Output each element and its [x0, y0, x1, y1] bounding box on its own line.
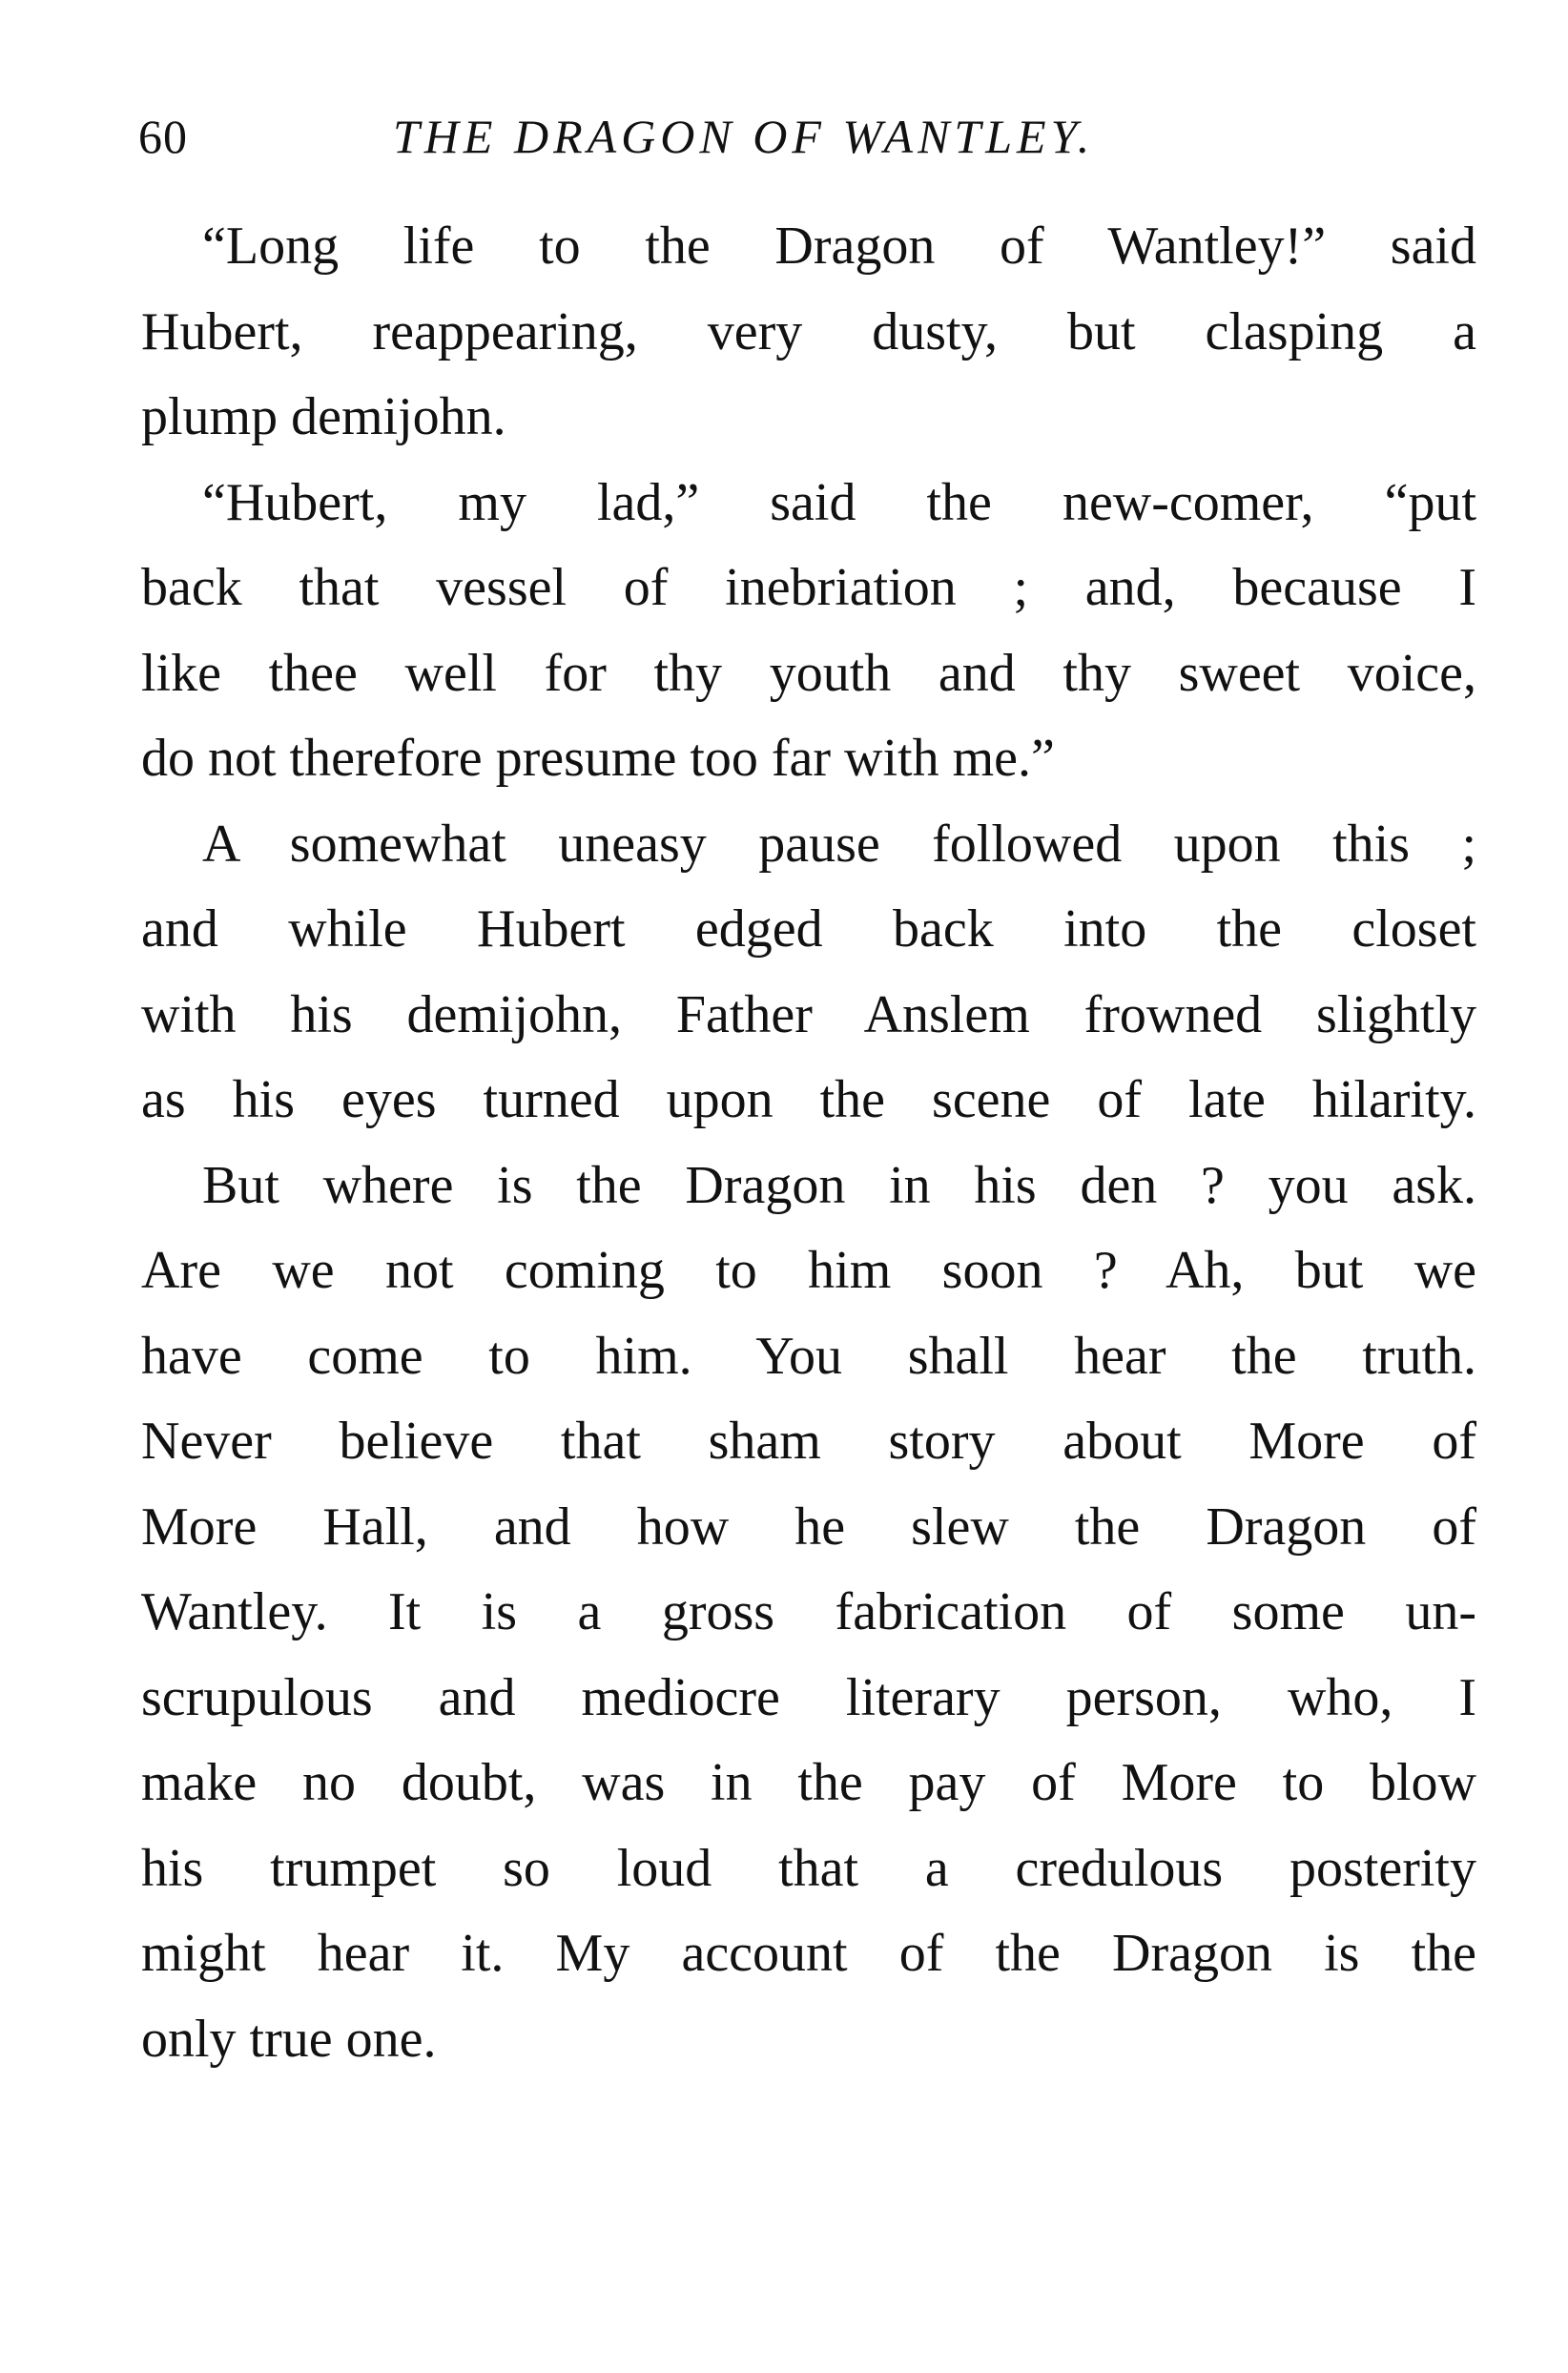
text-line: his trumpet so loud that a credulous posterity: [141, 1838, 1476, 1898]
text-line: scrupulous and mediocre literary person, who, I: [141, 1667, 1476, 1727]
text-line: like thee well for thy youth and thy sweet voice,: [141, 643, 1476, 703]
text-line: only true one.: [141, 2009, 437, 2069]
text-line: make no doubt, was in the pay of More to blow: [141, 1753, 1476, 1812]
text-line: Hubert, reappearing, very dusty, but clasping a: [141, 301, 1476, 361]
text-line: Wantley. It is a gross fabrication of some un-: [141, 1582, 1476, 1641]
text-line: “Long life to the Dragon of Wantley!” said: [202, 217, 1476, 276]
text-line: More Hall, and how he slew the Dragon of: [141, 1496, 1476, 1557]
text-line: as his eyes turned upon the scene of late hilarity.: [141, 1070, 1476, 1129]
text-line: Never believe that sham story about More of: [141, 1412, 1476, 1471]
page-number: 60: [138, 110, 188, 163]
text-line: and while Hubert edged back into the closet: [141, 899, 1476, 959]
text-line: have come to him. You shall hear the truth.: [141, 1326, 1476, 1386]
body-text: [141, 204, 1476, 2082]
text-line: back that vessel of inebriation ; and, because I: [141, 558, 1476, 617]
running-title: THE DRAGON OF WANTLEY.: [393, 110, 1095, 163]
text-line: with his demijohn, Father Anslem frowned slightly: [141, 984, 1476, 1044]
text-line: “Hubert, my lad,” said the new-comer, “put: [202, 472, 1476, 532]
text-line: A somewhat uneasy pause followed upon this ;: [202, 814, 1476, 874]
text-line: might hear it. My account of the Dragon is the: [141, 1924, 1476, 1983]
running-head: [138, 103, 1474, 170]
text-line: But where is the Dragon in his den ? you ask.: [202, 1155, 1476, 1215]
text-line: do not therefore presume too far with me.”: [141, 729, 1055, 788]
text-line: Are we not coming to him soon ? Ah, but we: [141, 1241, 1476, 1300]
text-line: plump demijohn.: [141, 387, 506, 446]
